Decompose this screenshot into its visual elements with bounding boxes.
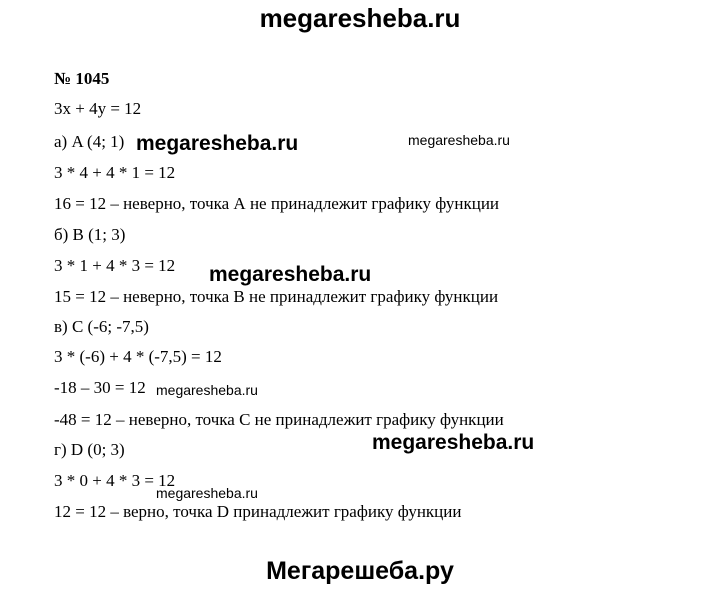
solution-line: 3 * 4 + 4 * 1 = 12 xyxy=(54,163,176,182)
watermark: megaresheba.ru xyxy=(209,263,372,286)
solution-line: г) D (0; 3) xyxy=(54,440,125,459)
solution-line: 3 * 1 + 4 * 3 = 12 xyxy=(54,256,176,275)
solution-line: -48 = 12 – неверно, точка С не принадлежит графику функции xyxy=(54,410,504,429)
solution-line: 3 * 0 + 4 * 3 = 12 xyxy=(54,471,176,490)
task-number: № 1045 xyxy=(54,69,110,88)
site-footer-title: Мегарешеба.ру xyxy=(266,557,454,585)
solution-line: 15 = 12 – неверно, точка В не принадлежит графику функции xyxy=(54,287,499,306)
solution-line: в) С (-6; -7,5) xyxy=(54,317,149,336)
solution-line: 12 = 12 – верно, точка D принадлежит графику функции xyxy=(54,502,462,521)
solution-line: 3 * (-6) + 4 * (-7,5) = 12 xyxy=(54,347,222,366)
site-header-title: megaresheba.ru xyxy=(259,3,461,33)
solution-line: -18 – 30 = 12 xyxy=(54,378,146,397)
solution-line: б) В (1; 3) xyxy=(54,225,126,244)
watermark: megaresheba.ru xyxy=(136,132,299,155)
solution-line: а) A (4; 1) xyxy=(54,132,125,151)
solution-line: 3x + 4y = 12 xyxy=(54,99,142,118)
solution-line: 16 = 12 – неверно, точка А не принадлежит графику функции xyxy=(54,194,500,213)
watermark: megaresheba.ru xyxy=(408,132,510,148)
watermark: megaresheba.ru xyxy=(156,382,258,398)
watermark: megaresheba.ru xyxy=(156,485,258,501)
watermark: megaresheba.ru xyxy=(372,431,535,454)
